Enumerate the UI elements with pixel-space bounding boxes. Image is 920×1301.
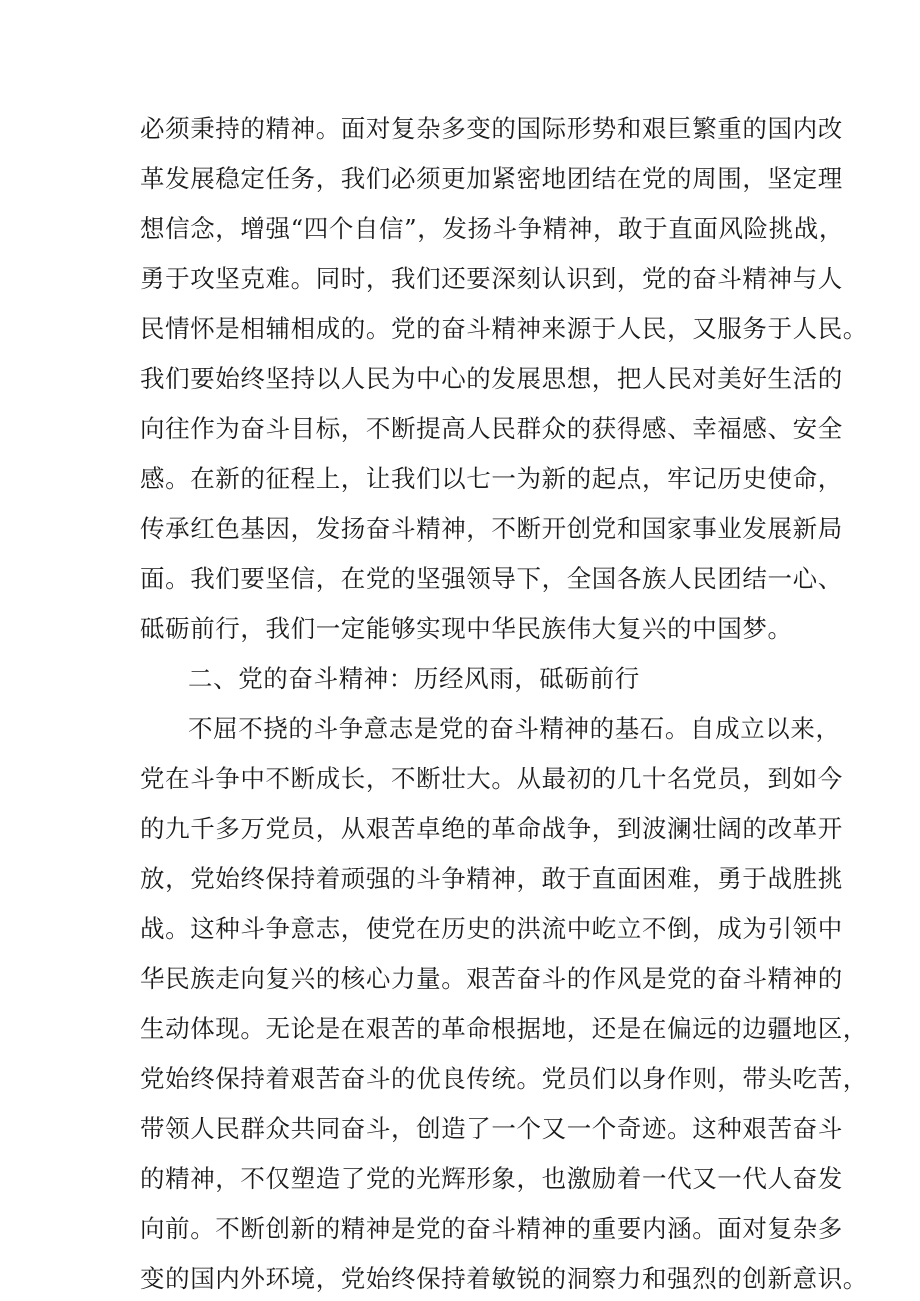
paragraph-1-line: 革发展稳定任务，我们必须更加紧密地团结在党的周围，坚定理 (140, 164, 843, 193)
paragraph-2-line: 不屈不挠的斗争意志是党的奋斗精神的基石。自成立以来， (188, 714, 841, 743)
paragraph-1-line: 砥砺前行，我们一定能够实现中华民族伟大复兴的中国梦。 (140, 614, 793, 643)
paragraph-1-line: 想信念，增强“四个自信”，发扬斗争精神，敢于直面风险挑战， (140, 214, 844, 243)
paragraph-2-line: 向前。不断创新的精神是党的奋斗精神的重要内涵。面对复杂多 (140, 1214, 843, 1243)
paragraph-1-line: 我们要始终坚持以人民为中心的发展思想，把人民对美好生活的 (140, 364, 843, 393)
paragraph-1-line: 必须秉持的精神。面对复杂多变的国际形势和艰巨繁重的国内改 (140, 114, 843, 143)
paragraph-1-line: 向往作为奋斗目标，不断提高人民群众的获得感、幸福感、安全 (140, 414, 843, 443)
paragraph-2-line: 华民族走向复兴的核心力量。艰苦奋斗的作风是党的奋斗精神的 (140, 964, 843, 993)
paragraph-1-line: 勇于攻坚克难。同时，我们还要深刻认识到，党的奋斗精神与人 (140, 264, 843, 293)
paragraph-2-line: 变的国内外环境，党始终保持着敏锐的洞察力和强烈的创新意识。 (140, 1264, 868, 1293)
paragraph-2-line: 党在斗争中不断成长，不断壮大。从最初的几十名党员，到如今 (140, 764, 843, 793)
paragraph-2-line: 战。这种斗争意志，使党在历史的洪流中屹立不倒，成为引领中 (140, 914, 843, 943)
paragraph-2-line: 带领人民群众共同奋斗，创造了一个又一个奇迹。这种艰苦奋斗 (140, 1114, 843, 1143)
paragraph-2-line: 的九千多万党员，从艰苦卓绝的革命战争，到波澜壮阔的改革开 (140, 814, 843, 843)
paragraph-2-line: 生动体现。无论是在艰苦的革命根据地，还是在偏远的边疆地区， (140, 1014, 868, 1043)
paragraph-1-line: 面。我们要坚信，在党的坚强领导下，全国各族人民团结一心、 (140, 564, 843, 593)
paragraph-1-line: 民情怀是相辅相成的。党的奋斗精神来源于人民，又服务于人民。 (140, 314, 868, 343)
section-heading: 二、党的奋斗精神：历经风雨，砥砺前行 (188, 664, 640, 693)
paragraph-2-line: 的精神，不仅塑造了党的光辉形象，也激励着一代又一代人奋发 (140, 1164, 843, 1193)
paragraph-2-line: 放，党始终保持着顽强的斗争精神，敢于直面困难，勇于战胜挑 (140, 864, 843, 893)
paragraph-1-line: 传承红色基因，发扬奋斗精神，不断开创党和国家事业发展新局 (140, 514, 843, 543)
paragraph-2-line: 党始终保持着艰苦奋斗的优良传统。党员们以身作则，带头吃苦， (140, 1064, 868, 1093)
paragraph-1-line: 感。在新的征程上，让我们以七一为新的起点，牢记历史使命， (140, 464, 843, 493)
